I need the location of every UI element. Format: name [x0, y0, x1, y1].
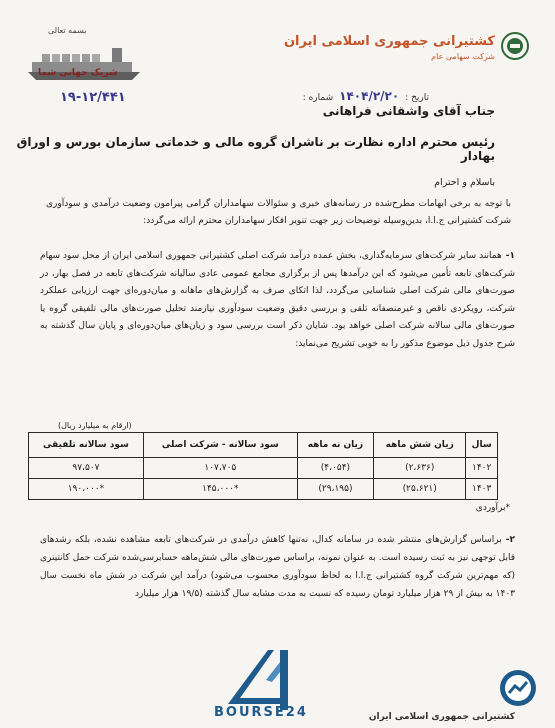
watermark-text: BOURSE24 [214, 705, 308, 720]
ship-logo-icon [22, 40, 150, 92]
header-year: سال [466, 433, 498, 458]
paragraph-2-text: براساس گزارش‌های منتشر شده در سامانه کدال، نه‌تنها کاهش درآمدی در شرکت‌های تابعه مشاهده نشده، بلکه رشدهای قابل توجهی نیز به ثبت رسیده است. به عنوان نمونه، براساس صورت‌های مالی شش‌ماهه حسابرسی‌شده شرکت حمل کانتینری (که مهم‌ترین شرکت گروه کشتیرانی ج.ا.ا به لحاظ سودآوری محسوب می‌شود) درآمد این شرکت در شش ماه نخست سال ۱۴۰۳ به بیش از ۲۹ هزار میلیارد تومان رسیده که نسبت به مدت مشابه سال گذشته (۱۹/۵ هزار میلیارد [40, 535, 515, 599]
chart-badge-icon [498, 668, 538, 708]
ship-caption: شریک جهانی شما [38, 68, 118, 78]
intro-paragraph: با توجه به برخی ابهامات مطرح‌شده در رسانه‌های خبری و سئوالات سهامداران گرامی پیرامون وضعیت درآمدی و سودآوری شرکت کشتیرانی ج.ا.ا، بدین‌وسیله توضیحات زیر جهت تنویر افکار سهامداران محترم ارائه می‌گردد: [46, 199, 511, 226]
paragraph-1-text: همانند سایر شرکت‌های سرمایه‌گذاری، بخش عمده درآمد شرکت اصلی کشتیرانی جمهوری اسلامی ایران از محل سود سهام شرکت‌های تابعه تأمین می‌شود که این درآمدها پس از برگزاری مجامع عمومی عادی سالیانه شرکت‌های تابعه در فصل بهار، در صورت‌های مالی شرکت اصلی شناسایی می‌گردد، لذا اتکای صرف به گزارش‌های ماهانه و میان‌دوره‌ای جهت ارزیابی عملکرد شرکت، رویکردی ناقص و غیرمنصفانه تلقی و بررسی دقیق وضعیت سودآوری نیازمند تحلیل صورت‌های مالی تلفیقی گروه یا صورت‌های مالی سالانه شرکت اصلی خواهد بود. شایان ذکر است بررسی سود و زیان‌های میان‌دوره‌ای و پایان سال گذشته به شرح جدول ذیل موضوع مذکور را به خوبی تشریح می‌نماید: [40, 251, 515, 349]
date-value: ۱۴۰۴/۲/۲۰ [339, 89, 400, 103]
table-row [29, 479, 498, 500]
number-label: شماره : [302, 93, 334, 103]
paragraph-1 [40, 248, 515, 354]
paragraph-2-number: ۲- [505, 535, 515, 545]
company-subtitle [431, 52, 495, 61]
profit-loss-table [28, 432, 498, 500]
table-cell: (۴،۰۵۴) [297, 458, 373, 479]
recipient-position: رئیس محترم اداره نظارت بر ناشران گروه مالی و خدماتی سازمان بورس و اوراق بهادار [16, 135, 495, 163]
meta-line [303, 89, 429, 103]
paragraph-2 [40, 531, 515, 603]
company-name: کشتیرانی جمهوری اسلامی ایران [283, 34, 495, 49]
header-annual-profit-consolidated: سود سالانه تلفیقی [29, 433, 144, 458]
table-row [29, 458, 498, 479]
header-annual-profit-parent: سود سالانه - شرکت اصلی [143, 433, 297, 458]
date-label: تاریخ : [405, 93, 429, 103]
greeting: باسلام و احترام [434, 177, 495, 188]
footer-company [369, 712, 515, 722]
table-cell: *۱۹۰،۰۰۰ [29, 479, 144, 500]
table-cell: ۱۴۰۲ [466, 458, 498, 479]
table-cell: *۱۴۵،۰۰۰ [143, 479, 297, 500]
addressee: جناب آقای واشقانی فراهانی [322, 104, 495, 118]
header-nine-month-loss: زیان نه ماهه [297, 433, 373, 458]
company-type: سهامی عام [431, 52, 470, 61]
company-prefix: شرکت [472, 52, 495, 61]
footer-company-name: کشتیرانی جمهوری اسلامی ایران [368, 712, 515, 722]
unit-note: (ارقام به میلیارد ریال) [58, 421, 132, 430]
number-value: ۱۹-۱۲/۴۴۱ [60, 90, 126, 105]
table-header-row [29, 433, 498, 458]
header-six-month-loss: زیان شش ماهه [374, 433, 466, 458]
paragraph-1-number: ۱- [505, 251, 515, 261]
table-cell: ۹۷،۵۰۷ [29, 458, 144, 479]
table-cell: (۲۵،۶۲۱) [374, 479, 466, 500]
basmala: بسمه تعالی [48, 26, 87, 35]
estimate-footnote: *برآوردی [475, 503, 510, 513]
table-cell: (۲۹،۱۹۵) [297, 479, 373, 500]
company-emblem-icon [501, 32, 529, 60]
table-cell: (۲،۶۳۶) [374, 458, 466, 479]
table-cell: ۱۰۷،۷۰۵ [143, 458, 297, 479]
table-cell: ۱۴۰۳ [466, 479, 498, 500]
